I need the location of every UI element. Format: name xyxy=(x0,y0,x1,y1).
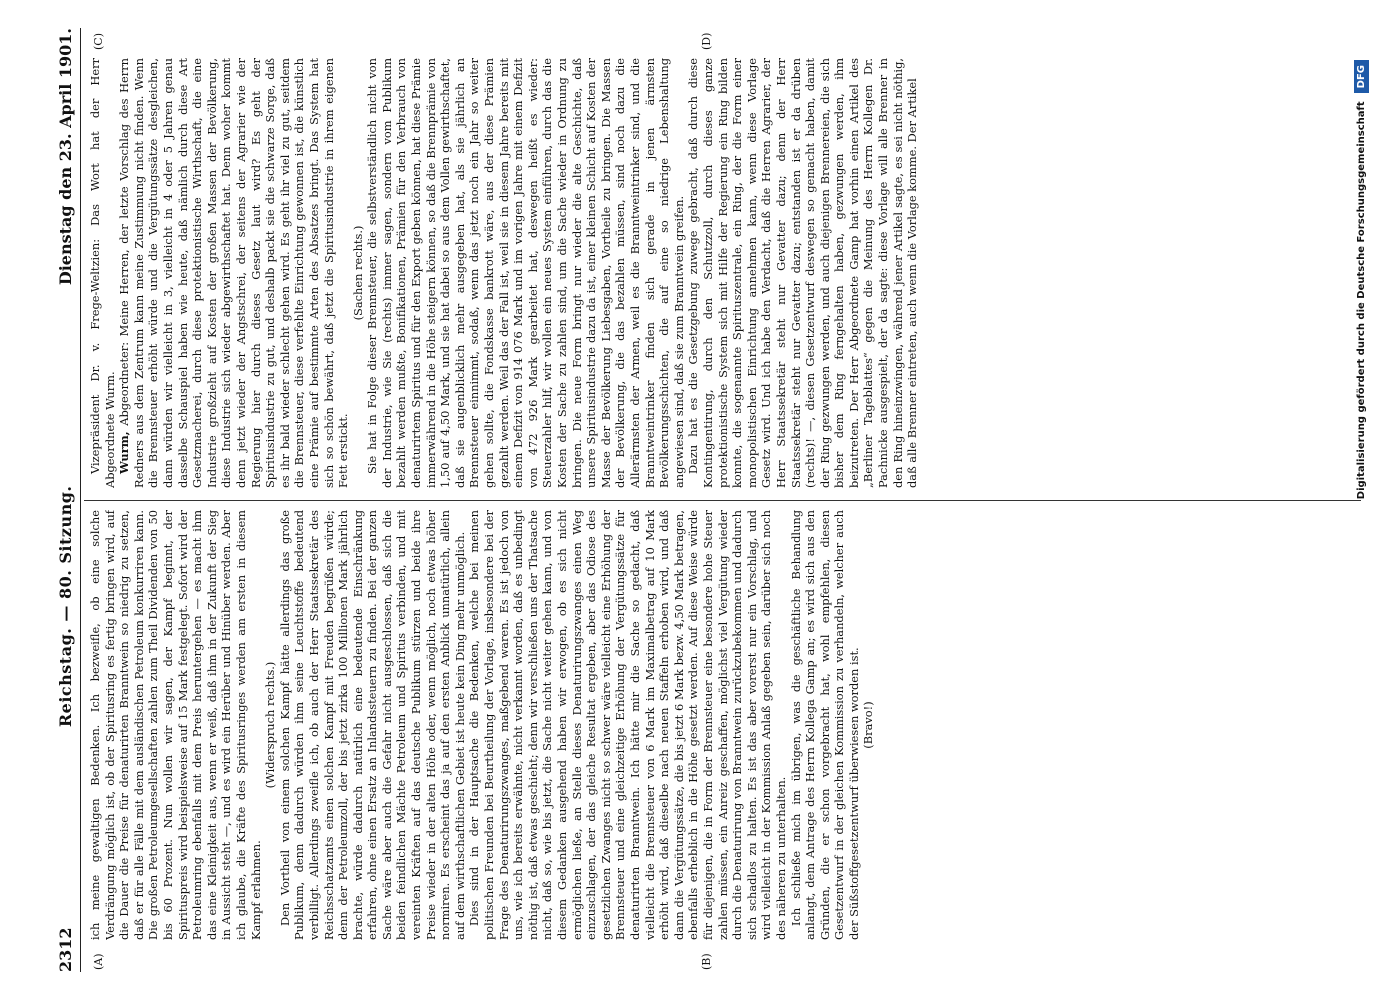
margin-marker-a: (A) xyxy=(92,953,105,970)
speech-paragraph xyxy=(117,58,351,488)
paragraph: ich meine gewaltigen Bedenken. Ich bezweifle, ob eine solche Verdrängung möglich ist, ob der Spiritusring es fertig bringen wird, auf die Dauer die Preise für denaturirten Branntwein so niedrig zu setzen, daß er für alle Fälle mit dem ausländischen Petroleum konkurriren kann. Die großen Petroleumgesellschaften zahlen zum Theil Dividenden von 50 bis 60 Prozent. Nun wollen wir sagen, der Kampf beginnt, der Spirituspreis wird beispielsweise auf 15 Mark festgelegt. Sofort wird der Petroleumring ebenfalls mit dem Preis heruntergehen — es macht ihm das eine Kleinigkeit aus, wenn er weiß, daß ihm in der Zukunft der Sieg in Aussicht steht —, und es wird ein Herüber und Hinüber werden. Aber ich glaube, die Kräfte des Spiritusringes werden am ersten in diesem Kampf erlahmen. xyxy=(88,510,263,940)
margin-marker-b: (B) xyxy=(700,953,713,970)
interjection: (Bravo!) xyxy=(861,701,876,749)
interjection: (Widerspruch rechts.) xyxy=(263,661,278,789)
paragraph: Den Vortheil von einem solchen Kampf hätte allerdings das große Publikum, denn dadurch würden ihm seine Leuchtstoffe bedeutend verbilligt. Allerdings zweifle ich, ob auch der Herr Staatssekretär des Reichsschatzamts einen solchen Kampf mit Freuden begrüßen würde; denn der Petroleumzoll, der bis jetzt zirka 100 Millionen Mark jährlich brachte, würde dadurch natürlich eine bedeutende Einschränkung erfahren, ohne einen Ersatz an Inlandssteuern zu finden. Bei der ganzen Sache wäre aber auch die Gefahr nicht ausgeschlossen, daß sich die beiden feindlichen Mächte Petroleum und Spiritus verbinden, und mit vereinten Kräften auf das deutsche Publikum stürzen und beide ihre Preise wieder in der alten Höhe oder, wenn möglich, noch etwas höher normiren. Es erscheint das ja auf den ersten Anblick unnatürlich, allein auf dem wirthschaftlichen Gebiet ist heute kein Ding mehr unmöglich. xyxy=(277,510,467,940)
interjection: (Sachen rechts.) xyxy=(350,225,365,321)
left-column xyxy=(88,510,1333,940)
margin-marker-c: (C) xyxy=(92,33,105,50)
session-title: Reichstag. — 80. Sitzung. xyxy=(55,485,75,728)
paragraph: Dies sind in der Hauptsache die Bedenken, welche bei meinen politischen Freunden bei Beurtheilung der Vorlage, insbesondere bei der Frage des Denaturirungszwanges, maßgebend waren. Es ist jedoch von uns, wie ich bereits erwähnte, nicht verkannt worden, daß es unbedingt nöthig ist, daß etwas geschieht; denn wir verschließen uns der Thatsache nicht, daß so, wie bis jetzt, die Sache nicht weiter gehen kann, und von diesem Gedanken ausgehend haben wir erwogen, ob es sich nicht ermöglichen ließe, an Stelle dieses Denaturirungszwanges einen Weg einzuschlagen, der das gleiche Resultat ergeben, aber das Odiose des gesetzlichen Zwanges nicht so schwer wäre vielleicht eine Erhöhung der Brennsteuer und eine gleichzeitige Erhöhung der Vergütungssätze für denaturirten Branntwein. Ich hätte mir die Sache so gedacht, daß vielleicht die Brennsteuer von 6 Mark im Maximalbetrag auf 10 Mark erhöht wird, daß dieselbe nach neuen Staffeln erhoben wird, und daß dann die Vergütungssätze, die bis jetzt 6 Mark bezw. 4,50 Mark betragen, ebenfalls erheblich in die Höhe gesetzt werden. Auf diese Weise würde für diejenigen, die in Form der Brennsteuer eine besondere hohe Steuer zahlen müssen, ein Anreiz geschaffen, möglichst viel Vergütung wieder durch die Denaturirung von Branntwein zurückzubekommen und dadurch sich schadlos zu halten. Es ist das aber vorerst nur ein Vorschlag, und wird vielleicht in der Kommission Anlaß gegeben sein, darüber sich noch des näheren zu unterhalten. xyxy=(467,510,788,940)
paragraph: Ich schließe mich im übrigen, was die geschäftliche Behandlung anlangt, dem Antrage des Herrn Kollega Gamp an; es wird sich aus den Gründen, die er schon vorgebracht hat, wohl empfehlen, diesen Gesetzentwurf in der gleichen Kommission zu verhandeln, welcher auch der Süßstoffgesetzentwurf überwiesen worden ist. xyxy=(788,510,861,940)
speech-text: Abgeordneter: Meine Herren, der letzte Vorschlag des Herrn Redners aus dem Zentrum kann meine Zustimmung nicht finden. Wenn die Brennsteuer erhöht würde und die Vergütungssätze desgleichen, dann würden wir vielleicht in 3, vielleicht in 4 oder 5 Jahren genau dasselbe Schauspiel haben wie heute, daß nämlich durch diese Art Gesetzmacherei, durch diese protektionistische Wirthschaft, die eine Industrie großzieht auf Kosten der großen Massen der Bevölkerung, diese Industrie sich wieder abgewirthschaftet hat. Denn woher kommt denn jetzt wieder der Angstschrei, der seitens der Agrarier wie der Regierung hier durch dieses Gesetz laut wird? Es geht der Spiritusindustrie zu gut, und deshalb packt sie die schwarze Sorge, daß es ihr bald wieder schlecht gehen wird. Es geht ihr viel zu gut, seitdem die Brennsteuer, diese verfehlte Einrichtung gewonnen ist, die künstlich eine Prämie auf bestimmte Arten des Absatzes bringt. Das System hat sich so schön bewährt, daß jetzt die Spiritusindustrie in ihrem eigenen Fett erstickt. xyxy=(117,58,351,488)
paragraph: Sie hat in Folge dieser Brennsteuer, die selbstverständlich nicht von der Industrie, wie Sie (rechts) immer sagen, sondern vom Publikum bezahlt werden mußte, Bonifikationen, Prämien für den Verbrauch von denaturirtem Spiritus und für den Export geben können, hat diese Prämie immerwährend in die Höhe steigern können, so daß die Brennprämie von 1,50 auf 4,50 Mark, und sie hat dabei so aus dem Vollen gewirthschaftet, daß sie augenblicklich mehr ausgegeben hat, als sie jährlich an Brennsteuer einnimmt, sodaß, wenn das jetzt noch ein Jahr so weiter gehen sollte, die Fondskasse bankrott wäre, aus der diese Prämien gezahlt werden. Weil das der Fall ist, weil sie in diesem Jahre bereits mit einem Defizit von 914 076 Mark und im vorigen Jahre mit einem Defizit von 472 926 Mark gearbeitet hat, deswegen heißt es wieder: Steuerzahler hilf, wir wollen ein neues System einführen, durch das die Kosten der Sache zu zahlen sind, um die Sache wieder in Ordnung zu bringen. Die neue Form bringt nur wieder die alte Geschichte, daß unsere Spiritusindustrie dazu da ist, einer kleinen Schicht auf Kosten der Masse der Bevölkerung Liebesgaben, Vortheile zu bringen. Die Massen der Bevölkerung, die das bezahlen müssen, sind noch dazu die Allerärmsten der Armen, weil es die Branntweintrinker sind, und die Branntweintrinker finden sich gerade in jenen ärmsten Bevölkerungsschichten, die auf eine so niedrige Lebenshaltung angewiesen sind, daß sie zum Branntwein greifen. xyxy=(365,58,686,488)
speaker-intro: Vizepräsident Dr. v. Frege-Weltzien: Das Wort hat der Herr Abgeordnete Wurm. xyxy=(88,58,117,488)
header-rule xyxy=(80,28,81,972)
session-date: Dienstag den 23. April 1901. xyxy=(55,28,75,286)
page-header xyxy=(52,28,78,972)
speaker-name: Wurm, xyxy=(117,431,132,474)
dfg-logo: DFG xyxy=(1354,60,1369,93)
right-column xyxy=(88,58,1333,488)
paragraph: Dazu hat es die Gesetzgebung zuwege gebracht, daß durch diese Kontingentirung, durch den Schutzzoll, durch dieses ganze protektionistische System sich mit Hilfe der Regierung ein Ring bilden konnte, die sogenannte Spirituszentrale, ein Ring, der die Form einer monopolistischen Einrichtung annehmen kann, wenn diese Vorlage Gesetz wird. Und ich habe den Verdacht, daß die Herren Agrarier, der Herr Staatssekretär steht nur Gevatter dazu; denn der Herr Staatssekretär steht nur Gevatter dazu; entstanden ist er da drüben (rechts)! —, diesen Gesetzentwurf deswegen so gemacht haben, damit der Ring gezwungen werden, und auch diejenigen Brennereien, die sich bisher dem Ring ferngehalten haben, gezwungen werden, ihm beizutreten. Der Herr Abgeordnete Gamp hat vorhin einen Artikel des „Berliner Tageblattes“ gegen die Meinung des Herrn Kollegen Dr. Pachnicke ausgespielt, der da sagte: diese Vorlage will alle Brenner in den Ring hineinzwingen, während jener Artikel sagte, es sei nicht nöthig, daß alle Brenner eintreten, auch wenn die Vorlage komme. Der Artikel xyxy=(686,58,920,488)
digitization-stamp xyxy=(1350,60,1372,920)
column-divider xyxy=(84,500,1361,501)
digitization-note: Digitalisierung gefördert durch die Deutsche Forschungsgemeinschaft xyxy=(1355,101,1367,500)
page-number: 2312 xyxy=(55,927,75,972)
margin-marker-d: (D) xyxy=(700,32,713,50)
